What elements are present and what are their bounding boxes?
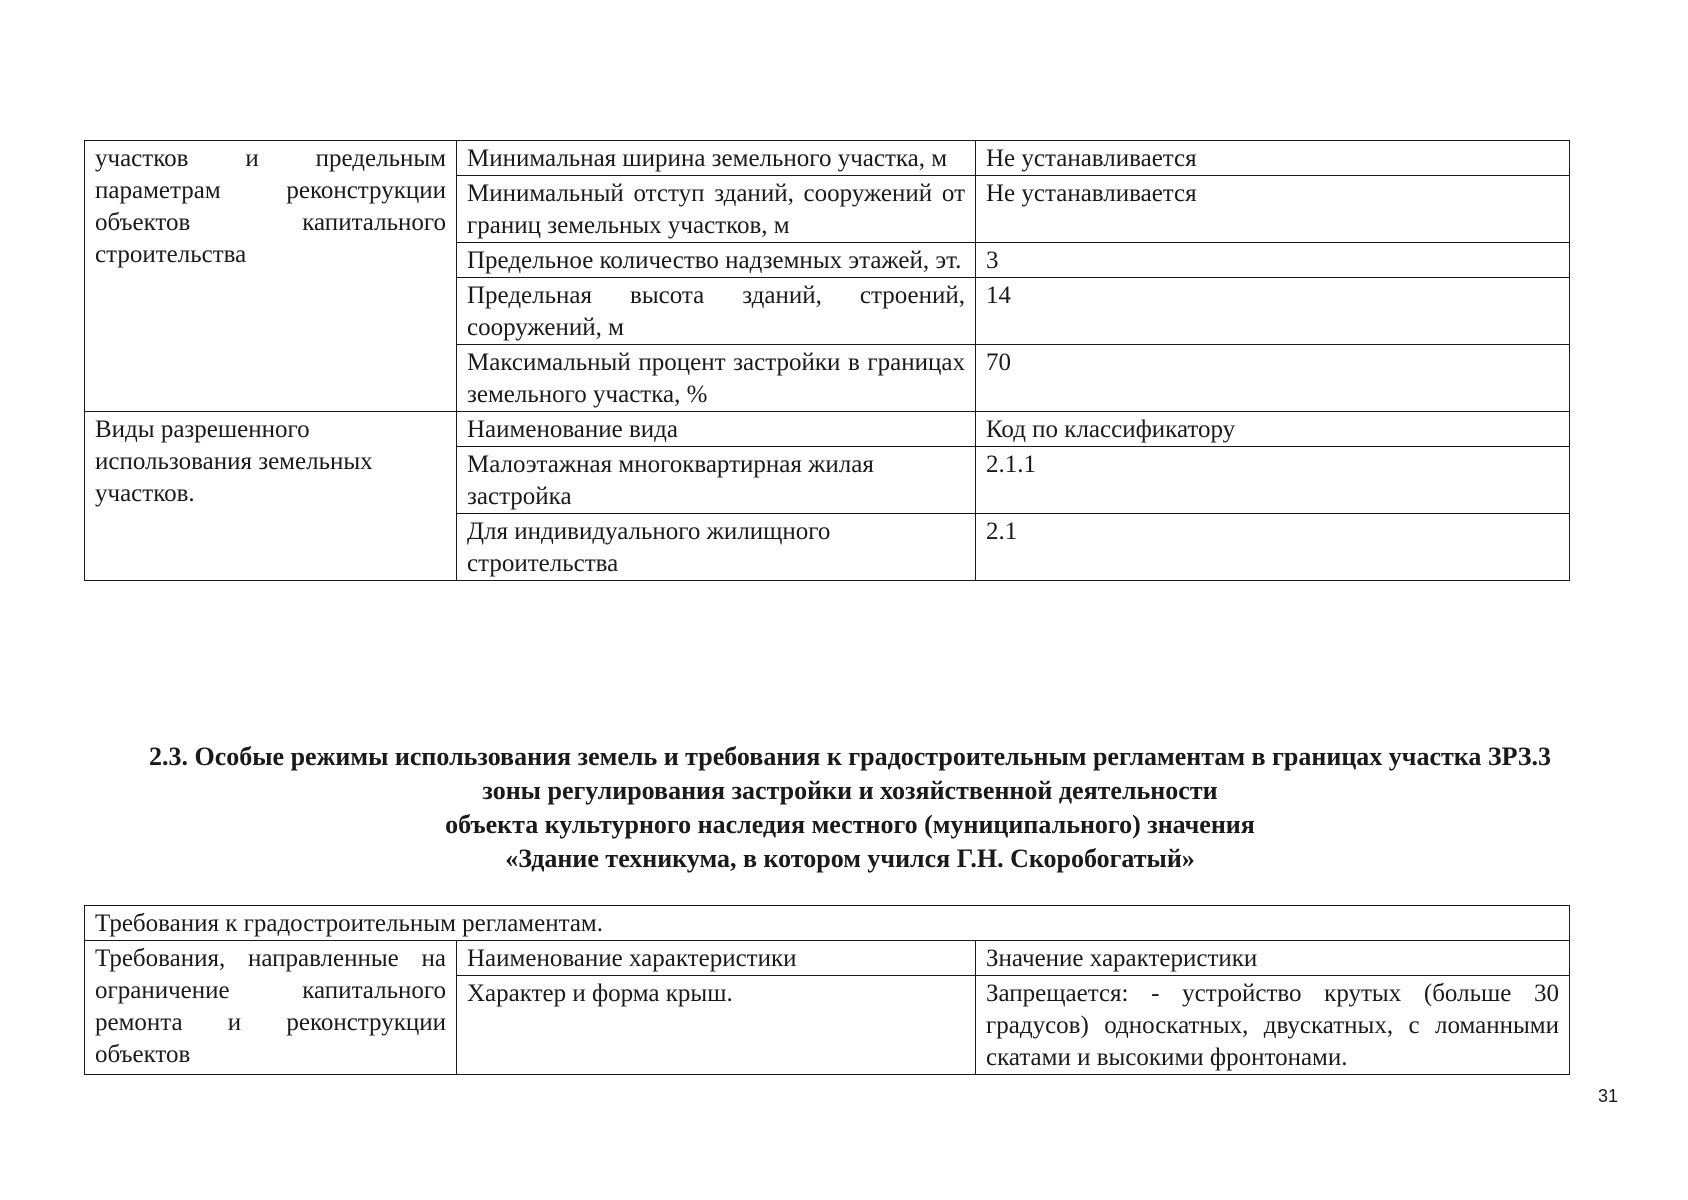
requirements-title: Требования к градостроительным регламентам. [85, 906, 1570, 941]
col-header-value: Значение характеристики [976, 941, 1570, 976]
group-label-parameters: участков и предельным параметрам реконструкции объектов капитального строительства [85, 141, 457, 412]
table-row [85, 941, 1570, 976]
param-value: 14 [976, 278, 1570, 345]
param-name: Минимальный отступ зданий, сооружений от границ земельных участков, м [457, 176, 976, 243]
requirements-group-label: Требования, направленные на ограничение капитального ремонта и реконструкции объектов [85, 941, 457, 1075]
table-row [85, 906, 1570, 941]
uses-header-name: Наименование вида [457, 412, 976, 447]
table-row [85, 141, 1570, 176]
section-heading [70, 740, 1630, 876]
page-number: 31 [1598, 1086, 1619, 1106]
param-value: Не устанавливается [976, 176, 1570, 243]
heading-line: 2.3. Особые режимы использования земель и требования к градостроительным регламентам в границах участка ЗРЗ.3 [148, 742, 1552, 771]
characteristic-name: Характер и форма крыш. [457, 976, 976, 1075]
col-header-name: Наименование характеристики [457, 941, 976, 976]
requirements-table [84, 905, 1570, 1075]
param-value: Не устанавливается [976, 141, 1570, 176]
use-code: 2.1.1 [976, 447, 1570, 514]
heading-line: зоны регулирования застройки и хозяйственной деятельности [482, 776, 1218, 805]
uses-header-code: Код по классификатору [976, 412, 1570, 447]
param-name: Максимальный процент застройки в границах земельного участка, % [457, 345, 976, 412]
param-name: Предельное количество надземных этажей, эт. [457, 243, 976, 278]
group-label-uses: Виды разрешенного использования земельных участков. [85, 412, 457, 581]
heading-line: «Здание техникума, в котором учился Г.Н. Скоробогатый» [505, 844, 1195, 873]
use-name: Малоэтажная многоквартирная жилая застройка [457, 447, 976, 514]
use-code: 2.1 [976, 514, 1570, 581]
param-name: Предельная высота зданий, строений, сооружений, м [457, 278, 976, 345]
heading-line: объекта культурного наследия местного (муниципального) значения [445, 810, 1255, 839]
param-value: 70 [976, 345, 1570, 412]
param-value: 3 [976, 243, 1570, 278]
param-name: Минимальная ширина земельного участка, м [457, 141, 976, 176]
characteristic-value: Запрещается: - устройство крутых (больше 30 градусов) односкатных, двускатных, с ломанными скатами и высокими фронтонами. [976, 976, 1570, 1075]
table-row [85, 412, 1570, 447]
parameters-table [84, 140, 1570, 581]
use-name: Для индивидуального жилищного строительства [457, 514, 976, 581]
